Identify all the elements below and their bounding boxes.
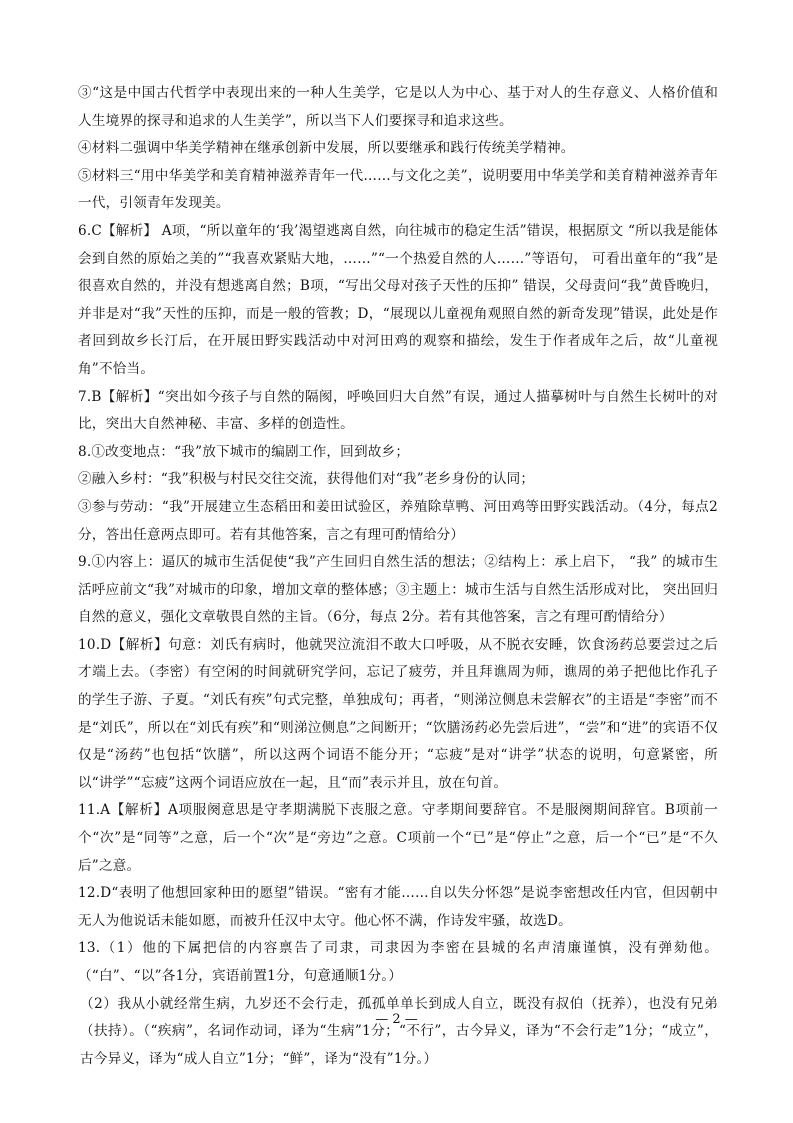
answer-q13-part1: 13.（1）他的下属把信的内容禀告了司隶，司隶因为李密在县城的名声清廉谨慎，没有弹劾他。（“白”、“以”各1分，宾语前置1分，句意通顺1分。）: [78, 940, 718, 984]
answer-item-5: ⑤材料三“用中华美学和美育精神滋养青年一代……与文化之美”，说明要用中华美学和美育精神滋养青年一代，引领青年发现美。: [78, 167, 718, 212]
answer-item-3: ③“这是中国古代哲学中表现出来的一种人生美学，它是以人为中心、基于对人的生存意义、人格价值和人生境界的探寻和追求的人生美学”，所以当下人们要探寻和追求这些。: [78, 85, 718, 129]
page-number: — 2 —: [375, 1012, 418, 1027]
answer-q6: 6.C【解析】 A项，“所以童年的‘我’渴望逃离自然，向往城市的稳定生活”错误，根据原文 “所以我是能体会到自然的原始之美的”“我喜欢紧贴大地，……”“一个热爱自然的人……”等语句， 可看出童年的“我”是很喜欢自然的，并没有想逃离自然；B项，“写出父母对孩子天性的压抑” 错误，父母责问“我”黄昏晚归，并非是对“我”天性的压抑，而是一般的管教；D，“展现以儿童视角观照自然的新奇发现”错误，此处是作者回到故乡长汀后，在开展田野实践活动中对河田鸡的观察和描绘，发生于作者成年之后，故“儿童视角”不恰当。: [78, 222, 718, 377]
answer-q9: 9.①内容上：逼仄的城市生活促使“我”产生回归自然生活的想法；②结构上：承上启下， “我” 的城市生活呼应前文“我”对城市的印象，增加文章的整体感；③主题上：城市生活与自然生活形成对比， 突出回归自然的意义，强化文章敬畏自然的主旨。（6分，每点 2分。若有其他答案，言之有理可酌情给分）: [78, 554, 718, 626]
answer-q8-point2: ②融入乡村：“我”积极与村民交往交流，获得他们对“我”老乡身份的认同；: [78, 471, 535, 488]
answer-item-4: ④材料二强调中华美学精神在继承创新中发展，所以要继承和践行传统美学精神。: [78, 140, 575, 157]
answer-q8-point1: 8.①改变地点：“我”放下城市的编剧工作，回到故乡；: [78, 443, 410, 460]
answer-q12: 12.D“表明了他想回家种田的愿望”错误。“密有才能……自以失分怀怨”是说李密想改任内官，但因朝中无人为他说话未能如愿，而被升任汉中太守。他心怀不满，作诗发牢骚，故选D。: [78, 885, 718, 929]
answer-q13-part2: （2）我从小就经常生病，九岁还不会行走，孤孤单单长到成人自立，既没有叔伯（抚养），也没有兄弟（扶持）。（“疾病”，名词作动词，译为“生病”1分；“不行”，古今异义，译为“不会行走”1分；“成立”，古今异义，译为“成人自立”1分；“鲜”，译为“没有”1分。）: [80, 995, 718, 1067]
answer-q7: 7.B【解析】“突出如今孩子与自然的隔阂，呼唤回归大自然”有误，通过人描摹树叶与自然生长树叶的对比，突出大自然神秘、丰富、多样的创造性。: [78, 388, 718, 433]
answer-q10: 10.D【解析】句意：刘氏有病时，他就哭泣流泪不敢大口呼吸，从不脱衣安睡，饮食汤药总要尝过之后才端上去。（李密）有空闲的时间就研究学问，忘记了疲劳，并且拜谯周为师，谯周的弟子把他比作孔子的学生子游、子夏。“刘氏有疾”句式完整，单独成句；再者，“则涕泣侧息未尝解衣”的主语是“李密”而不是“刘氏”，所以在“刘氏有疾”和“则涕泣侧息”之间断开；“饮膳汤药必先尝后进”，“尝”和“进”的宾语不仅仅是“汤药”也包括“饮膳”，所以这两个词语不能分开；“忘疲”是对“讲学”状态的说明，句意紧密，所以“讲学”“忘疲”这两个词语应放在一起，且“而”表示并且，放在句首。: [78, 636, 718, 791]
answer-q8-point3: ③参与劳动：“我”开展建立生态稻田和姜田试验区，养殖除草鸭、河田鸡等田野实践活动。（4分，每点2分，答出任意两点即可。若有其他答案，言之有理可酌情给分）: [78, 498, 718, 543]
document-body: [78, 80, 718, 1073]
answer-q11: 11.A【解析】A项服阕意思是守孝期满脱下丧服之意。守孝期间要辞官。不是服阕期间辞官。B项前一个“次”是“同等”之意，后一个“次”是“旁边”之意。C项前一个“已”是“停止”之意，后一个“已”是“不久后”之意。: [78, 802, 718, 874]
